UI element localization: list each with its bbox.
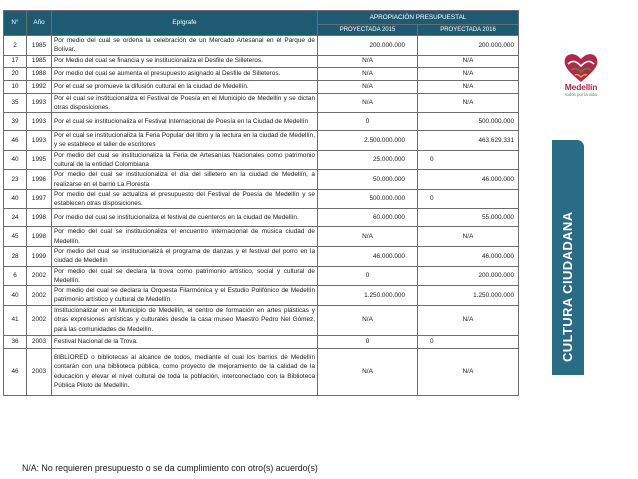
table-row [4,189,519,209]
row-epigraph: Por medio del cual se aumenta el presupuesto asignado al Desfile de Silleteros. [52,67,318,80]
row-number: 40 [4,286,27,306]
table-row [4,286,519,306]
row-number: 2 [4,36,27,56]
table-row [4,266,519,286]
row-epigraph: Por medio del cual se actualiza el presupuesto del Festival de Poesía de Medellín y se establecen otras disposiciones. [52,189,318,209]
row-value-2016: 463.629.331 [418,131,519,151]
row-value-2016: N/A [418,227,519,247]
table-row [4,227,519,247]
table-row [4,209,519,227]
header-epigraph: Epígrafe [52,11,318,36]
row-number: 45 [4,227,27,247]
row-number: 40 [4,189,27,209]
table-row [4,113,519,131]
table-row [4,131,519,151]
row-value-2016: 46.000.000 [418,170,519,190]
row-value-2015: 0 [318,113,418,131]
row-year: 2002 [27,286,52,306]
row-value-2016: 200.000.000 [418,266,519,286]
row-year: 1999 [27,246,52,266]
logo-slogan: todos por la vida [565,92,597,97]
row-epigraph: Por el cual se institucionaliza el Festival Internacional de Poesía en la Ciudad de Medellín [52,113,318,131]
row-number: 10 [4,80,27,93]
section-label: CULTURA CIUDADANA [560,211,575,362]
row-number: 41 [4,305,27,335]
row-value-2015: N/A [318,55,418,67]
row-value-2016: 0 [418,335,519,348]
row-epigraph: Por Medio del cual se financia y se institucionaliza el Desfile de Silleteros. [52,55,318,67]
header-year: Año [27,11,52,36]
row-value-2015: 200.000.000 [318,36,418,56]
row-value-2016: 500.000.000 [418,113,519,131]
medellin-logo [552,50,610,110]
table-row [4,36,519,56]
row-year: 1995 [27,150,52,170]
row-value-2016: 1.250.000.000 [418,286,519,306]
header-appropriation: APROPIACIÓN PRESUPUESTAL [318,11,519,25]
row-year: 1993 [27,131,52,151]
row-value-2015: 0 [318,335,418,348]
row-year: 1997 [27,189,52,209]
logo-name: Medellín [564,82,598,92]
table-row [4,170,519,190]
footnote: N/A: No requieren presupuesto o se da cumplimiento con otro(s) acuerdo(s) [22,463,318,473]
row-value-2015: 1.250.000.000 [318,286,418,306]
header-num: N° [4,11,27,36]
row-number: 40 [4,150,27,170]
row-epigraph: BIBLIORED o bibliotecas al alcance de todos, mediante el cual los barrios de Medellín contarán con una biblioteca pública, como proyecto de mejoramiento de la calidad de la educación y elevar el nivel cultural de toda la población, interconectado con la Biblioteca Pública Piloto de Medellín. [52,348,318,395]
row-number: 46 [4,348,27,395]
row-number: 17 [4,55,27,67]
row-epigraph: Por medio del cual se declara la trova como patrimonio artístico, social y cultural de Medellín. [52,266,318,286]
row-epigraph: Institucionalizar en el Municipio de Medellín, el centro de formación en artes plásticas y otras expresiones artísticas y culturales desde la casa museo Maestro Pedro Nel Gómez, para las comunidades de Medellín. [52,305,318,335]
table-row [4,93,519,113]
row-epigraph: Por medio del cual se institucionaliza el festival de cuenteros en la ciudad de Medellín. [52,209,318,227]
row-number: 35 [4,93,27,113]
row-value-2016: 0 [418,150,519,170]
table-row [4,150,519,170]
row-year: 1996 [27,170,52,190]
row-value-2015: 50.000.000 [318,170,418,190]
row-value-2016: 46.000.000 [418,246,519,266]
table-row [4,246,519,266]
row-value-2015: N/A [318,67,418,80]
row-number: 28 [4,246,27,266]
row-year: 1985 [27,55,52,67]
table-row [4,305,519,335]
row-value-2015: 60.000.000 [318,209,418,227]
row-value-2016: 0 [418,189,519,209]
row-epigraph: Por medio del cual se institucionaliza el encuentro internacional de música ciudad de Medellín. [52,227,318,247]
row-value-2016: N/A [418,93,519,113]
row-epigraph: Festival Nacional de la Trova. [52,335,318,348]
row-number: 24 [4,209,27,227]
row-value-2015: N/A [318,227,418,247]
row-value-2015: 0 [318,266,418,286]
row-year: 1985 [27,36,52,56]
row-year: 1993 [27,93,52,113]
row-number: 23 [4,170,27,190]
row-value-2015: N/A [318,305,418,335]
row-number: 20 [4,67,27,80]
row-epigraph: Por medio del cual se institucionaliza el día del silletero en la ciudad de Medellín, a realizarse en el barrio La Floresta [52,170,318,190]
row-number: 6 [4,266,27,286]
row-year: 1992 [27,80,52,93]
table-row [4,335,519,348]
row-value-2015: N/A [318,93,418,113]
row-year: 1993 [27,113,52,131]
row-year: 2003 [27,335,52,348]
row-value-2015: N/A [318,80,418,93]
row-value-2016: N/A [418,305,519,335]
row-value-2015: 46.000.000 [318,246,418,266]
row-value-2016: 55.000.000 [418,209,519,227]
row-value-2015: N/A [318,348,418,395]
table-row [4,67,519,80]
header-proj-2015: PROYECTADA 2015 [318,25,418,36]
medellin-heart-icon [561,50,601,84]
row-year: 2003 [27,348,52,395]
table-row [4,55,519,67]
table-row [4,348,519,395]
row-number: 36 [4,335,27,348]
row-value-2015: 2.500.000.000 [318,131,418,151]
row-epigraph: Por medio del cual se institucionaliza la Feria de Artesanías Nacionales como patrimonio cultural de la entidad Colombiana [52,150,318,170]
row-value-2015: 500.000.000 [318,189,418,209]
row-year: 2002 [27,266,52,286]
row-number: 46 [4,131,27,151]
row-year: 1998 [27,227,52,247]
budget-table-container [3,10,518,396]
row-value-2016: N/A [418,348,519,395]
row-value-2016: N/A [418,80,519,93]
row-epigraph: Por medio del cual se declara la Orquesta Filarmónica y el Estudio Polifónico de Medellín patrimonio artístico y cultural de Medellín [52,286,318,306]
row-value-2016: N/A [418,55,519,67]
row-year: 2002 [27,305,52,335]
table-row [4,80,519,93]
row-epigraph: Por medio del cual se institucionalizá el programa de danzas y el festival del porro en la ciudad de Medellín [52,246,318,266]
row-epigraph: Por el cual se institucionaliza la Feria Popular del libro y la lectura en la ciudad de Medellín, y se establece el taller de escritores [52,131,318,151]
row-year: 1988 [27,67,52,80]
row-epigraph: Por el cual se promueve la difusión cultural en la ciudad de Medellín. [52,80,318,93]
row-value-2016: 200.000.000 [418,36,519,56]
row-epigraph: Por medio del cual se ordena la celebración de un Mercado Artesanal en el Parque de Bolívar. [52,36,318,56]
row-value-2015: 25.000.000 [318,150,418,170]
row-epigraph: Por el cual se institucionaliza el Festival de Poesía en el Municipio de Medellín y se dictan otras disposiciones. [52,93,318,113]
row-number: 39 [4,113,27,131]
budget-table [3,10,519,396]
header-proj-2016: PROYECTADA 2016 [418,25,519,36]
row-year: 1998 [27,209,52,227]
row-value-2016: N/A [418,67,519,80]
